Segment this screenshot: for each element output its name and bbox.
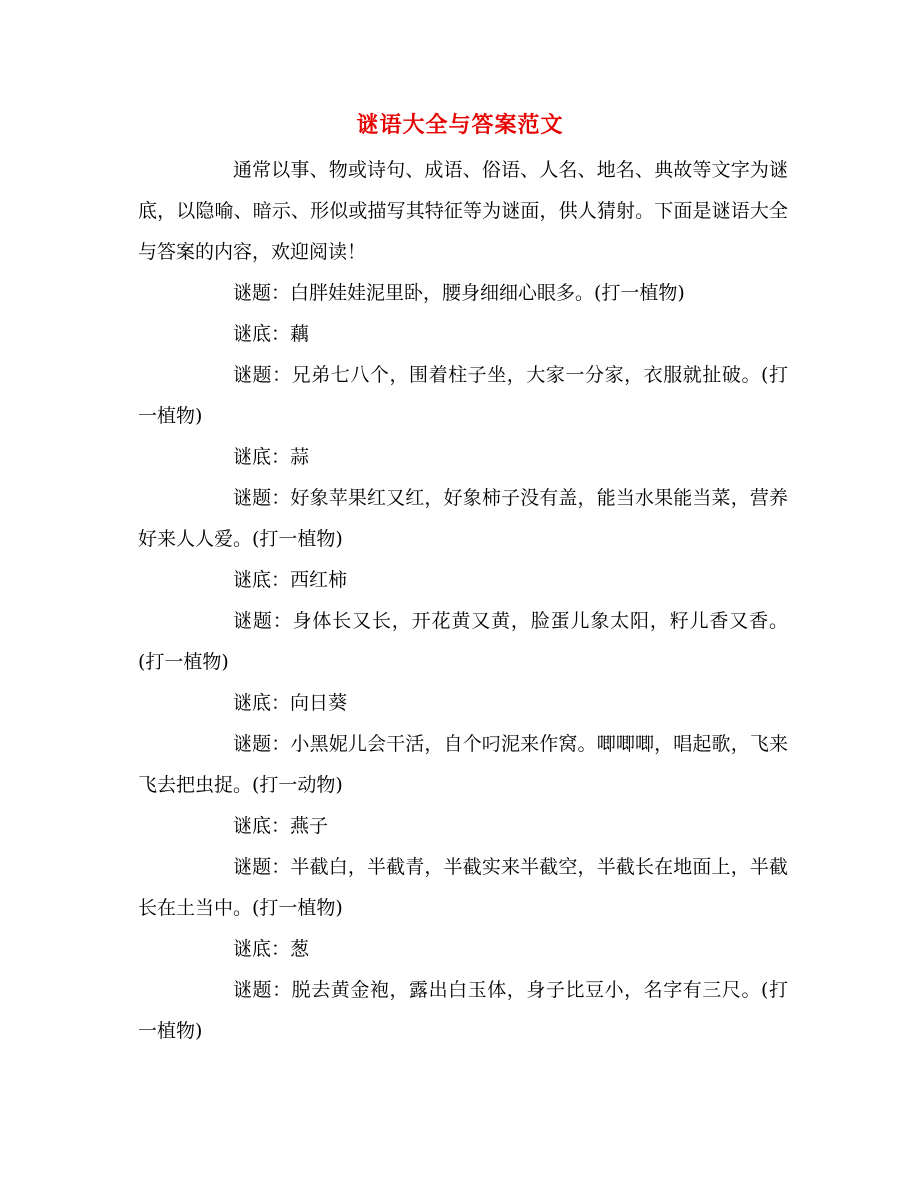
riddle-question: 谜题：白胖娃娃泥里卧，腰身细细心眼多。(打一植物) [233, 282, 685, 304]
riddle-entry [138, 273, 788, 355]
riddle-question: 谜题：好象苹果红又红，好象柿子没有盖，能当水果能当菜，营养好来人人爱。(打一植物) [138, 487, 788, 550]
document-body [138, 150, 788, 1052]
riddle-entry [138, 601, 788, 724]
riddle-question: 谜题：兄弟七八个，围着柱子坐，大家一分家，衣服就扯破。(打一植物) [138, 364, 788, 427]
intro-paragraph: 通常以事、物或诗句、成语、俗语、人名、地名、典故等文字为谜底，以隐喻、暗示、形似或描写其特征等为谜面，供人猜射。下面是谜语大全与答案的内容，欢迎阅读！ [138, 159, 788, 263]
riddle-entry [138, 724, 788, 847]
riddle-entry [138, 970, 788, 1052]
riddle-question: 谜题：脱去黄金袍，露出白玉体，身子比豆小，名字有三尺。(打一植物) [138, 979, 788, 1042]
riddle-answer: 谜底：葱 [233, 938, 310, 960]
riddle-answer: 谜底：燕子 [233, 815, 329, 837]
riddle-question: 谜题：身体长又长，开花黄又黄，脸蛋儿象太阳，籽儿香又香。(打一植物) [138, 610, 788, 673]
riddle-answer: 谜底：西红柿 [233, 569, 348, 591]
riddle-answer: 谜底：藕 [233, 323, 310, 345]
riddle-question: 谜题：半截白，半截青，半截实来半截空，半截长在地面上，半截长在土当中。(打一植物) [138, 856, 788, 919]
riddle-entry [138, 478, 788, 601]
riddle-answer: 谜底：蒜 [233, 446, 310, 468]
riddle-entry [138, 355, 788, 478]
riddle-answer: 谜底：向日葵 [233, 692, 348, 714]
riddle-question: 谜题：小黑妮儿会干活，自个叼泥来作窝。唧唧唧，唱起歌，飞来飞去把虫捉。(打一动物) [138, 733, 788, 796]
document-title: 谜语大全与答案范文 [356, 112, 564, 138]
riddle-entry [138, 847, 788, 970]
